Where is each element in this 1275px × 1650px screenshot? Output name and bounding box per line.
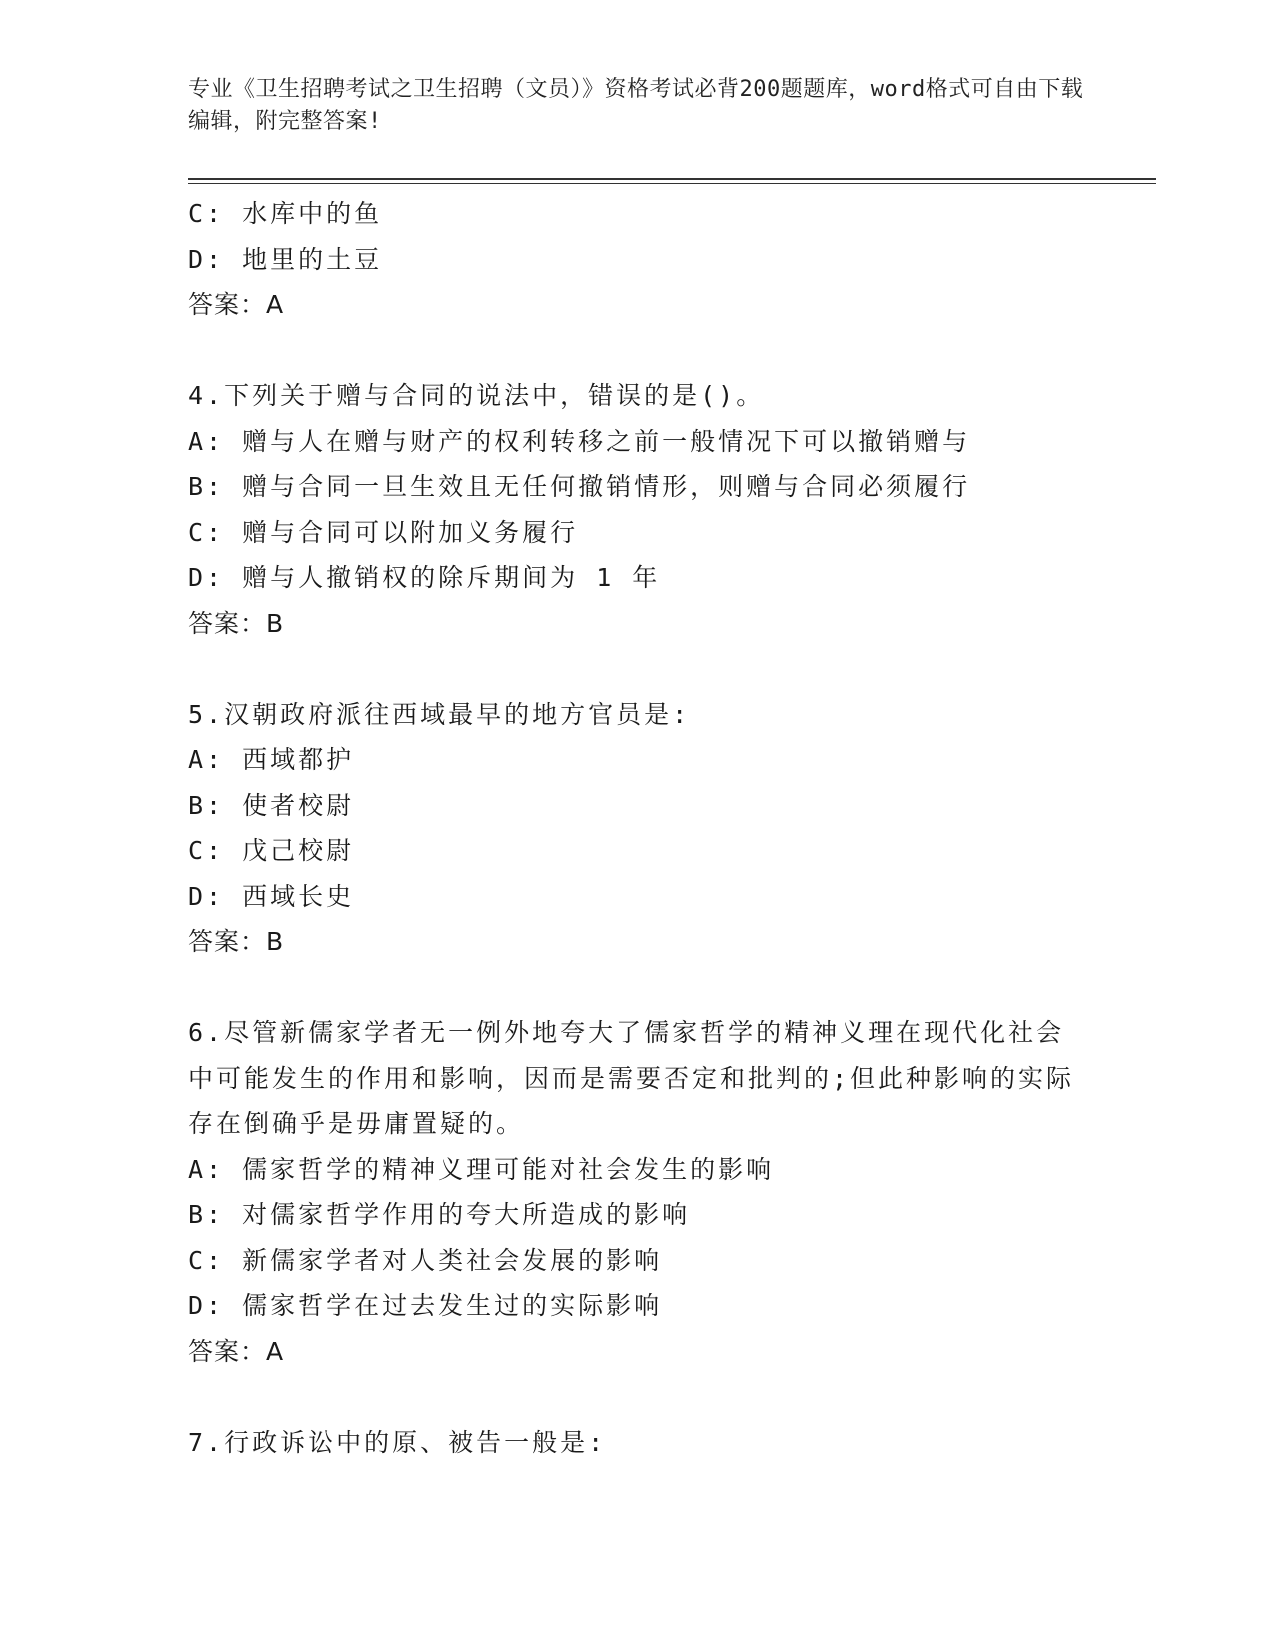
page-header-title: 专业《卫生招聘考试之卫生招聘（文员）》资格考试必背200题题库，word格式可自由下载编辑，附完整答案! [188, 77, 1084, 134]
option-d: D: 儒家哲学在过去发生过的实际影响 [188, 1291, 663, 1320]
option-d: D: 西域长史 [188, 881, 355, 911]
header-rule-thick [188, 178, 1156, 180]
option-c: C: 赠与合同可以附加义务履行 [188, 517, 579, 547]
option-d: D: 地里的土豆 [188, 244, 383, 274]
spacer [188, 328, 1088, 374]
question-stem: 5.汉朝政府派往西域最早的地方官员是: [188, 699, 691, 729]
option-c: C: 戊己校尉 [188, 836, 355, 865]
question-stem: 6.尽管新儒家学者无一例外地夸大了儒家哲学的精神义理在现代化社会中可能发生的作用和影响，因而是需要否定和批判的;但此种影响的实际存在倒确乎是毋庸置疑的。 [188, 1018, 1075, 1138]
spacer [188, 965, 1088, 1011]
question-stem: 4.下列关于赠与合同的说法中，错误的是()。 [188, 381, 765, 410]
answer-line: 答案：B [188, 927, 285, 956]
option-a: A: 儒家哲学的精神义理可能对社会发生的影响 [188, 1154, 775, 1184]
answer-line: 答案：A [188, 1336, 285, 1366]
question-content [188, 191, 1088, 1465]
option-a: A: 西域都护 [188, 745, 355, 774]
option-b: B: 赠与合同一旦生效且无任何撤销情形，则赠与合同必须履行 [188, 472, 971, 501]
option-b: B: 对儒家哲学作用的夸大所造成的影响 [188, 1200, 691, 1229]
spacer [188, 646, 1088, 692]
answer-line: 答案：B [188, 608, 285, 638]
option-c: C: 新儒家学者对人类社会发展的影响 [188, 1245, 663, 1275]
question-stem: 7.行政诉讼中的原、被告一般是: [188, 1427, 607, 1457]
option-b: B: 使者校尉 [188, 790, 355, 820]
option-d: D: 赠与人撤销权的除斥期间为 1 年 [188, 563, 661, 592]
answer-line: 答案：A [188, 290, 285, 319]
spacer [188, 1374, 1088, 1420]
option-c: C: 水库中的鱼 [188, 199, 383, 228]
option-a: A: 赠与人在赠与财产的权利转移之前一般情况下可以撤销赠与 [188, 426, 971, 456]
header-rule-thin [188, 183, 1156, 184]
